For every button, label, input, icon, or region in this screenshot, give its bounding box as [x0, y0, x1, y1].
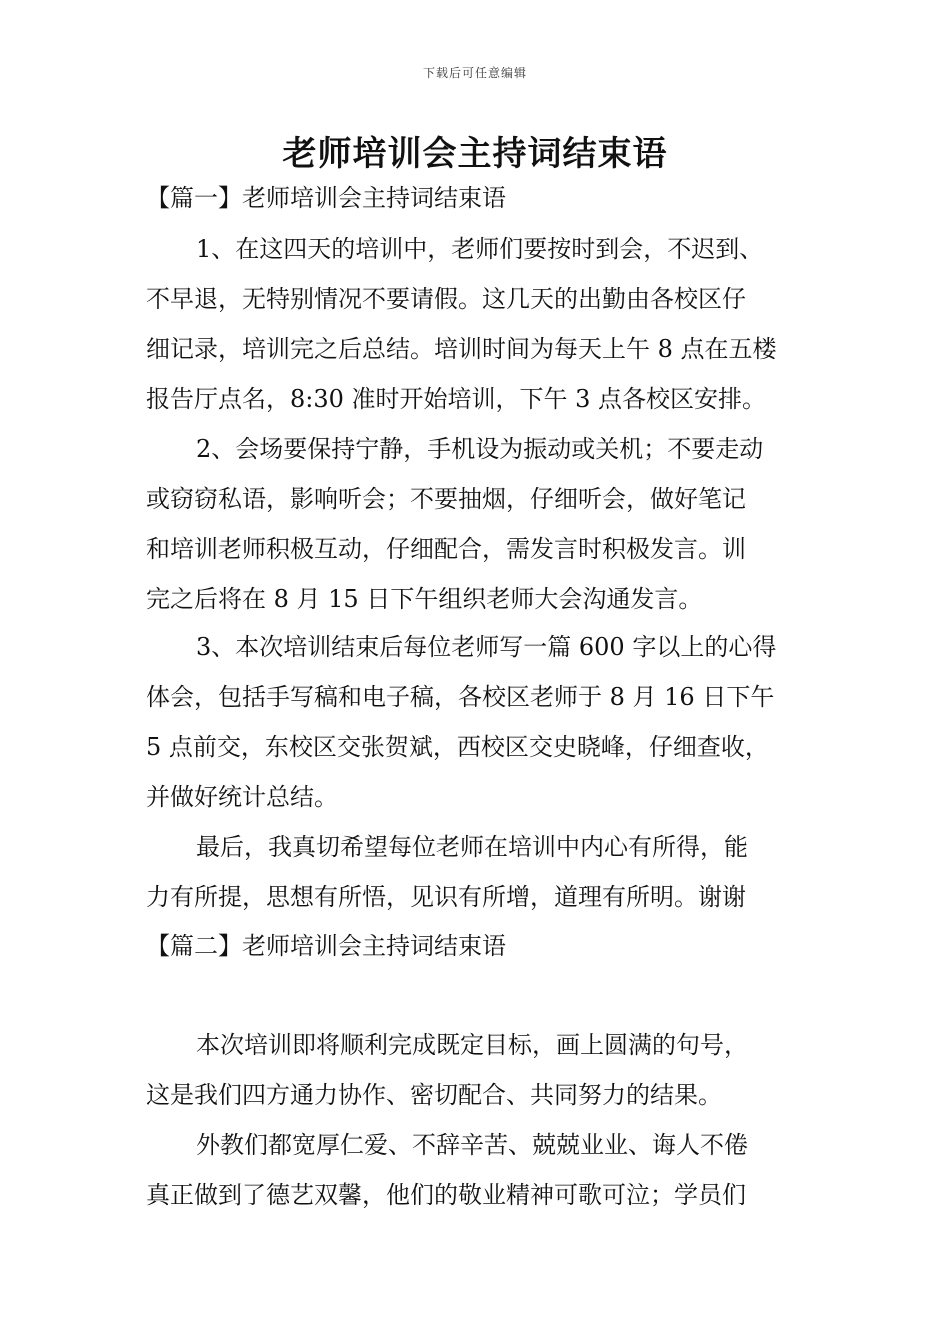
paragraph-line: 3、本次培训结束后每位老师写一篇 600 字以上的心得 [196, 633, 777, 661]
section-heading-1: 【篇一】老师培训会主持词结束语 [146, 184, 506, 212]
paragraph-6 [146, 1120, 806, 1220]
paragraph-line: 2、会场要保持宁静，手机设为振动或关机；不要走动 [196, 435, 764, 463]
paragraph-line: 和培训老师积极互动，仔细配合，需发言时积极发言。训 [146, 535, 746, 563]
section-heading-2: 【篇二】老师培训会主持词结束语 [146, 932, 506, 960]
document-title: 老师培训会主持词结束语 [282, 134, 668, 174]
paragraph-1 [146, 224, 806, 424]
paragraph-line: 真正做到了德艺双馨，他们的敬业精神可歌可泣；学员们 [146, 1181, 746, 1209]
paragraph-line: 或窃窃私语，影响听会；不要抽烟，仔细听会，做好笔记 [146, 485, 746, 513]
paragraph-line: 细记录，培训完之后总结。培训时间为每天上午 8 点在五楼 [146, 335, 777, 363]
header-note: 下载后可任意编辑 [422, 66, 527, 80]
paragraph-line: 5 点前交，东校区交张贺斌，西校区交史晓峰，仔细查收， [146, 733, 769, 761]
paragraph-line: 并做好统计总结。 [146, 783, 338, 811]
paragraph-line: 本次培训即将顺利完成既定目标，画上圆满的句号， [196, 1031, 748, 1059]
paragraph-3 [146, 622, 806, 822]
paragraph-line: 最后，我真切希望每位老师在培训中内心有所得，能 [196, 833, 748, 861]
paragraph-line: 完之后将在 8 月 15 日下午组织老师大会沟通发言。 [146, 585, 703, 613]
paragraph-4 [146, 822, 806, 922]
paragraph-2 [146, 424, 806, 624]
paragraph-line: 1、在这四天的培训中，老师们要按时到会，不迟到、 [196, 235, 764, 263]
paragraph-line: 外教们都宽厚仁爱、不辞辛苦、兢兢业业、诲人不倦 [196, 1131, 748, 1159]
paragraph-line: 这是我们四方通力协作、密切配合、共同努力的结果。 [146, 1081, 722, 1109]
paragraph-5 [146, 1020, 806, 1120]
paragraph-line: 力有所提，思想有所悟，见识有所增，道理有所明。谢谢 [146, 883, 746, 911]
paragraph-line: 体会，包括手写稿和电子稿，各校区老师于 8 月 16 日下午 [146, 683, 775, 711]
paragraph-line: 报告厅点名，8:30 准时开始培训，下午 3 点各校区安排。 [146, 385, 767, 413]
paragraph-line: 不早退，无特别情况不要请假。这几天的出勤由各校区仔 [146, 285, 746, 313]
